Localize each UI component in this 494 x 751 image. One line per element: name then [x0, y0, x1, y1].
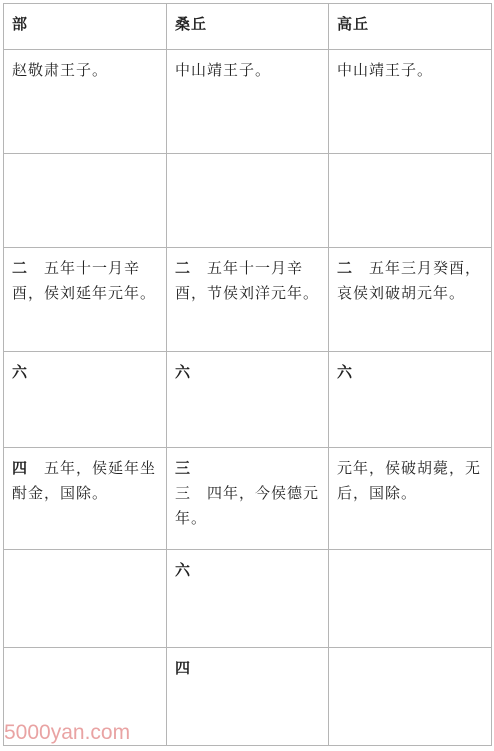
header-row: [4, 4, 492, 50]
cell-text: 五年三月癸酉，哀侯刘破胡元年。: [337, 259, 482, 302]
table-cell: 六: [4, 352, 167, 448]
cell-text: 五年，侯延年坐酎金，国除。: [12, 459, 157, 502]
records-table: [3, 3, 492, 746]
cell-lead-numeral: 二: [175, 259, 192, 277]
cell-text: 五年十一月辛酉，侯刘延年元年。: [12, 259, 157, 302]
table-cell: 六: [167, 550, 329, 648]
cell-text: 五年十一月辛酉，节侯刘洋元年。: [175, 259, 320, 302]
table-cell: [4, 248, 167, 352]
table-cell: 六: [329, 352, 492, 448]
table-cell: [329, 648, 492, 746]
header-cell-sangqiu: 桑丘: [167, 4, 329, 50]
table-cell: [167, 248, 329, 352]
table-cell: [4, 448, 167, 550]
table-cell: [329, 248, 492, 352]
table-cell: 六: [167, 352, 329, 448]
table-cell: [329, 550, 492, 648]
table-cell: [4, 550, 167, 648]
table-page: [3, 3, 491, 746]
watermark-text: 5000yan.com: [4, 721, 131, 744]
table-row: [4, 352, 492, 448]
cell-line: 三: [175, 459, 192, 477]
table-cell: 中山靖王子。: [167, 50, 329, 154]
table-cell: [167, 448, 329, 550]
table-cell: 四: [167, 648, 329, 746]
cell-lead-numeral: 四: [12, 459, 29, 477]
cell-lead-numeral: 二: [337, 259, 354, 277]
table-cell: [329, 154, 492, 248]
cell-line: 三 四年，今侯德元年。: [175, 484, 320, 527]
header-cell-gaoqiu: 高丘: [329, 4, 492, 50]
table-cell: 中山靖王子。: [329, 50, 492, 154]
table-cell: [167, 154, 329, 248]
table-row: [4, 550, 492, 648]
table-row: [4, 50, 492, 154]
table-cell: 元年，侯破胡薨，无后，国除。: [329, 448, 492, 550]
header-cell-bu: 部: [4, 4, 167, 50]
table-row: [4, 248, 492, 352]
table-cell: 赵敬肃王子。: [4, 50, 167, 154]
cell-lead-numeral: 二: [12, 259, 29, 277]
table-row: [4, 154, 492, 248]
table-cell: [4, 154, 167, 248]
table-row: [4, 448, 492, 550]
